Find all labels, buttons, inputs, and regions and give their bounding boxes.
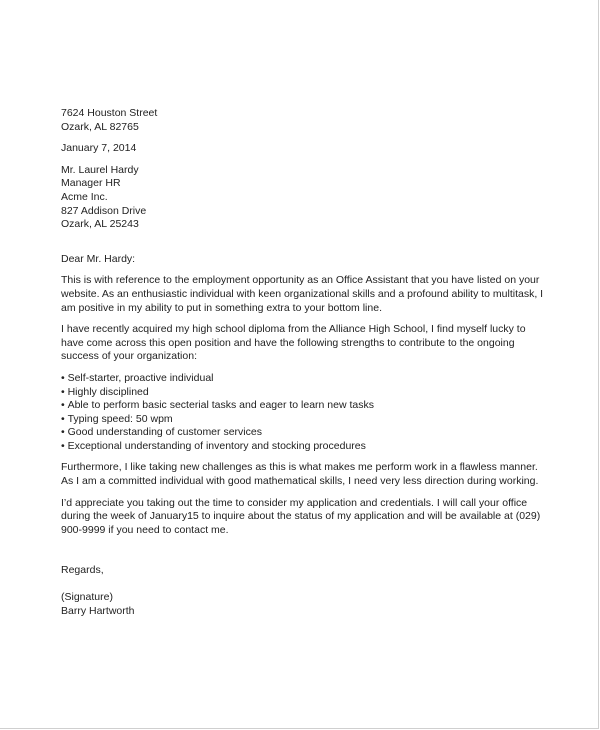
salutation: Dear Mr. Hardy: [61,252,136,265]
list-item: • Good understanding of customer services [61,426,549,440]
letter-date: January 7, 2014 [61,142,137,155]
list-item: • Highly disciplined [61,386,549,400]
recipient-name: Mr. Laurel Hardy [61,163,139,176]
qualifications-paragraph: I have recently acquired my high school diploma from the Alliance High School, I find myself lucky to have come across this open position and have the following strengths to contribute to the ongoing success of your organization: [61,323,526,363]
recipient-company: Acme Inc. [61,190,108,203]
strengths-list [61,372,549,454]
list-item: • Exceptional understanding of inventory and stocking procedures [61,440,549,454]
recipient-city-state-zip: Ozark, AL 25243 [61,218,139,231]
signature-placeholder: (Signature) [61,591,113,604]
recipient-address [61,164,549,232]
sender-name: Barry Hartworth [61,604,135,617]
sender-city-state-zip: Ozark, AL 82765 [61,120,139,133]
closing-paragraph: I’d appreciate you taking out the time to consider my application and credentials. I will call your office during the week of January15 to inquire about the status of my application and will be available at (029) 900-9999 if you need to contact me. [61,496,541,536]
list-item: • Self-starter, proactive individual [61,372,549,386]
recipient-street: 827 Addison Drive [61,204,147,217]
intro-paragraph: This is with reference to the employment opportunity as an Office Assistant that you have listed on your website. As an enthusiastic individual with keen organizational skills and a profound ability to multitask, I am positive in my ability to put in something extra to your bottom line. [61,274,544,314]
list-item: • Typing speed: 50 wpm [61,413,549,427]
cover-letter [61,107,549,618]
recipient-title: Manager HR [61,177,121,190]
valediction: Regards, [61,564,104,577]
sender-street: 7624 Houston Street [61,107,158,119]
list-item: • Able to perform basic secterial tasks and eager to learn new tasks [61,399,549,413]
challenges-paragraph: Furthermore, I like taking new challenges as this is what makes me perform work in a flawless manner. As I am a committed individual with good mathematical skills, I need very less direction during working. [61,461,539,488]
sender-address [61,107,549,134]
